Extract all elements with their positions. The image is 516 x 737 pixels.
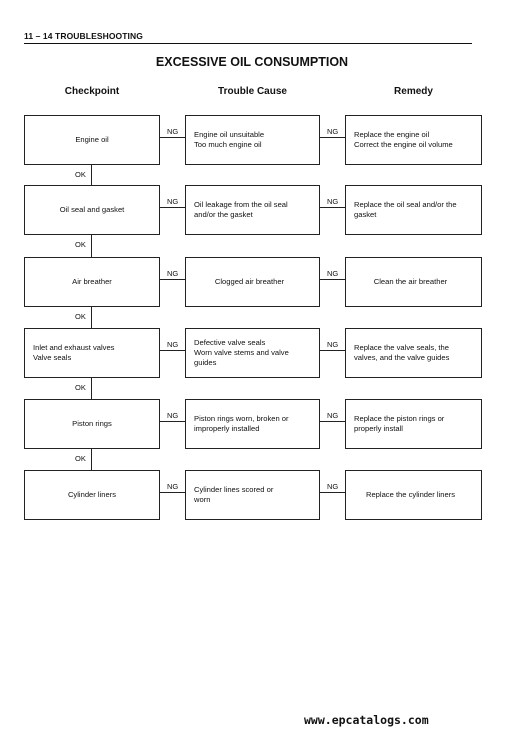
remedy-text [354,343,449,363]
remedy-text [366,490,455,500]
checkpoint-box [24,185,160,235]
trouble-cause-text [194,485,273,505]
checkpoint-text [72,277,112,287]
ng-connector-line [160,492,185,493]
checkpoint-line: Piston rings [72,419,112,429]
ng-connector-line [320,279,345,280]
checkpoint-line: Engine oil [75,135,109,145]
footer-watermark: www.epcatalogs.com [304,713,429,727]
remedy-line: gasket [354,210,377,219]
ng-connector-line [320,207,345,208]
trouble-cause-text [194,338,289,368]
header-rule [24,43,472,44]
trouble-cause-line: Worn valve stems and valve [194,348,289,358]
remedy-line: Replace the cylinder liners [365,490,456,500]
ng-connector-line [320,137,345,138]
ok-label: OK [75,240,86,249]
checkpoint-box [24,257,160,307]
ok-label: OK [75,383,86,392]
remedy-box [345,399,482,449]
trouble-cause-box [185,115,320,165]
trouble-cause-line: worn [194,495,211,504]
ng-label: NG [167,482,179,491]
column-header-checkpoint: Checkpoint [64,86,120,97]
ng-label: NG [327,482,339,491]
remedy-box [345,115,482,165]
trouble-cause-line: Cylinder lines scored or [194,485,274,495]
remedy-text [354,200,457,220]
page-title: EXCESSIVE OIL CONSUMPTION [155,55,349,69]
ng-connector-line [320,492,345,493]
remedy-line: Replace the valve seals, the [354,343,449,353]
remedy-box [345,328,482,378]
ng-connector-line [320,421,345,422]
checkpoint-line: Air breather [72,277,112,287]
ng-label: NG [327,340,339,349]
checkpoint-box [24,470,160,520]
ng-connector-line [160,137,185,138]
ok-connector-line [91,378,92,399]
checkpoint-text [60,205,125,215]
ok-connector-line [91,235,92,257]
trouble-cause-text [194,130,264,150]
ng-label: NG [327,127,339,136]
ok-label: OK [75,454,86,463]
remedy-line: properly install [354,424,403,433]
trouble-cause-box [185,257,320,307]
ng-label: NG [167,411,179,420]
section-header: 11 – 14 TROUBLESHOOTING [24,31,143,41]
trouble-cause-line: improperly installed [194,424,260,433]
ng-label: NG [327,269,339,278]
remedy-line: Replace the piston rings or [354,414,445,424]
remedy-line: valves, and the valve guides [354,353,450,362]
ng-connector-line [160,421,185,422]
remedy-line: Correct the engine oil volume [354,140,453,149]
trouble-cause-box [185,470,320,520]
ng-label: NG [327,411,339,420]
ng-label: NG [167,269,179,278]
ok-connector-line [91,449,92,470]
remedy-text [354,130,453,150]
remedy-line: Clean the air breather [373,277,448,287]
trouble-cause-line: Clogged air breather [214,277,285,287]
ng-connector-line [160,207,185,208]
column-header-remedy: Remedy [394,86,433,97]
remedy-box [345,185,482,235]
checkpoint-text [75,135,108,145]
remedy-line: Replace the engine oil [354,130,430,140]
ng-label: NG [167,197,179,206]
checkpoint-line: Oil seal and gasket [59,205,125,215]
checkpoint-text [33,343,114,363]
trouble-cause-line: Defective valve seals [194,338,266,348]
trouble-cause-line: guides [194,357,217,367]
checkpoint-line: Cylinder liners [67,490,117,500]
trouble-cause-text [194,200,288,220]
remedy-text [354,414,444,434]
checkpoint-text [68,490,116,500]
ng-connector-line [320,350,345,351]
trouble-cause-box [185,328,320,378]
ng-label: NG [167,340,179,349]
checkpoint-box [24,328,160,378]
trouble-cause-text [215,277,284,287]
trouble-cause-box [185,399,320,449]
ok-connector-line [91,307,92,328]
ok-label: OK [75,170,86,179]
checkpoint-text [72,419,112,429]
trouble-cause-line: Oil leakage from the oil seal [194,200,288,210]
remedy-box [345,257,482,307]
ok-label: OK [75,312,86,321]
ng-label: NG [327,197,339,206]
column-header-trouble-cause: Trouble Cause [218,86,287,97]
ng-label: NG [167,127,179,136]
ok-connector-line [91,165,92,185]
trouble-cause-line: and/or the gasket [194,210,253,219]
remedy-text [374,277,447,287]
remedy-line: Replace the oil seal and/or the [354,200,457,210]
ng-connector-line [160,350,185,351]
trouble-cause-line: Engine oil unsuitable [194,130,265,140]
trouble-cause-line: Too much engine oil [194,140,262,149]
remedy-box [345,470,482,520]
checkpoint-box [24,399,160,449]
trouble-cause-box [185,185,320,235]
ng-connector-line [160,279,185,280]
checkpoint-line: Inlet and exhaust valves [33,343,115,353]
checkpoint-line: Valve seals [33,353,72,362]
trouble-cause-text [194,414,289,434]
trouble-cause-line: Piston rings worn, broken or [194,414,289,424]
checkpoint-box [24,115,160,165]
